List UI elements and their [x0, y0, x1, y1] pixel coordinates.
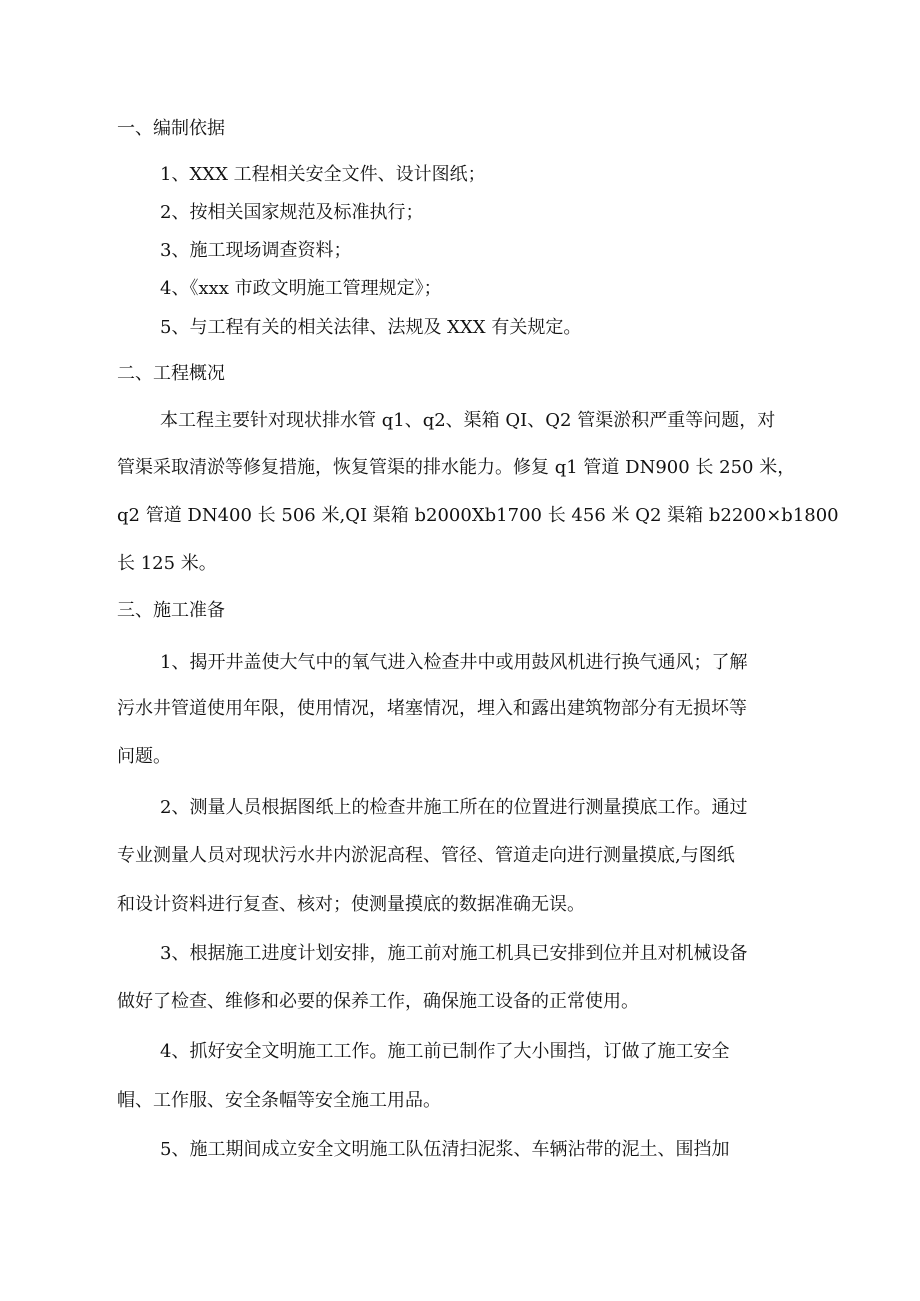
section3-item-4-line: 帽、工作服、安全条幅等安全施工用品。: [117, 1090, 441, 1111]
section1-heading: 一、编制依据: [117, 118, 225, 139]
section1-item-3: 3、施工现场调查资料；: [160, 240, 352, 261]
section2-paragraph-line: 长 125 米。: [117, 553, 217, 574]
section1-item-5: 5、与工程有关的相关法律、法规及 XXX 有关规定。: [160, 317, 582, 338]
section1-item-1: 1、XXX 工程相关安全文件、设计图纸；: [160, 164, 486, 185]
section3-item-2-line: 专业测量人员对现状污水井内淤泥高程、管径、管道走向进行测量摸底,与图纸: [117, 845, 735, 866]
section3-item-3-line: 3、根据施工进度计划安排，施工前对施工机具已安排到位并且对机械设备: [160, 943, 748, 964]
section1-item-2: 2、按相关国家规范及标准执行；: [160, 202, 424, 223]
section3-item-3-line: 做好了检查、维修和必要的保养工作，确保施工设备的正常使用。: [117, 991, 639, 1012]
section3-item-1-line: 污水井管道使用年限，使用情况，堵塞情况，埋入和露出建筑物部分有无损坏等: [117, 698, 747, 719]
section3-item-2-line: 和设计资料进行复查、核对；使测量摸底的数据准确无误。: [117, 894, 585, 915]
section1-item-4: 4、《xxx 市政文明施工管理规定》；: [160, 278, 442, 299]
section2-paragraph-line: 本工程主要针对现状排水管 q1、q2、渠箱 QI、Q2 管渠淤积严重等问题，对: [160, 410, 776, 431]
section2-paragraph-line: 管渠采取清淤等修复措施，恢复管渠的排水能力。修复 q1 管道 DN900 长 250 米，: [117, 457, 796, 478]
section3-item-4-line: 4、抓好安全文明施工工作。施工前已制作了大小围挡，订做了施工安全: [160, 1041, 730, 1062]
section3-item-2-line: 2、测量人员根据图纸上的检查井施工所在的位置进行测量摸底工作。通过: [160, 797, 748, 818]
section3-item-1-line: 问题。: [117, 746, 171, 767]
section3-heading: 三、施工准备: [117, 600, 225, 621]
section2-heading: 二、工程概况: [117, 363, 225, 384]
section3-item-1-line: 1、揭开井盖使大气中的氧气进入检查井中或用鼓风机进行换气通风；了解: [160, 652, 748, 673]
section3-item-5-line: 5、施工期间成立安全文明施工队伍清扫泥浆、车辆沾带的泥土、围挡加: [160, 1139, 730, 1160]
section2-paragraph-line: q2 管道 DN400 长 506 米,QI 渠箱 b2000Xb1700 长 456 米 Q2 渠箱 b2200×b1800: [117, 505, 839, 526]
